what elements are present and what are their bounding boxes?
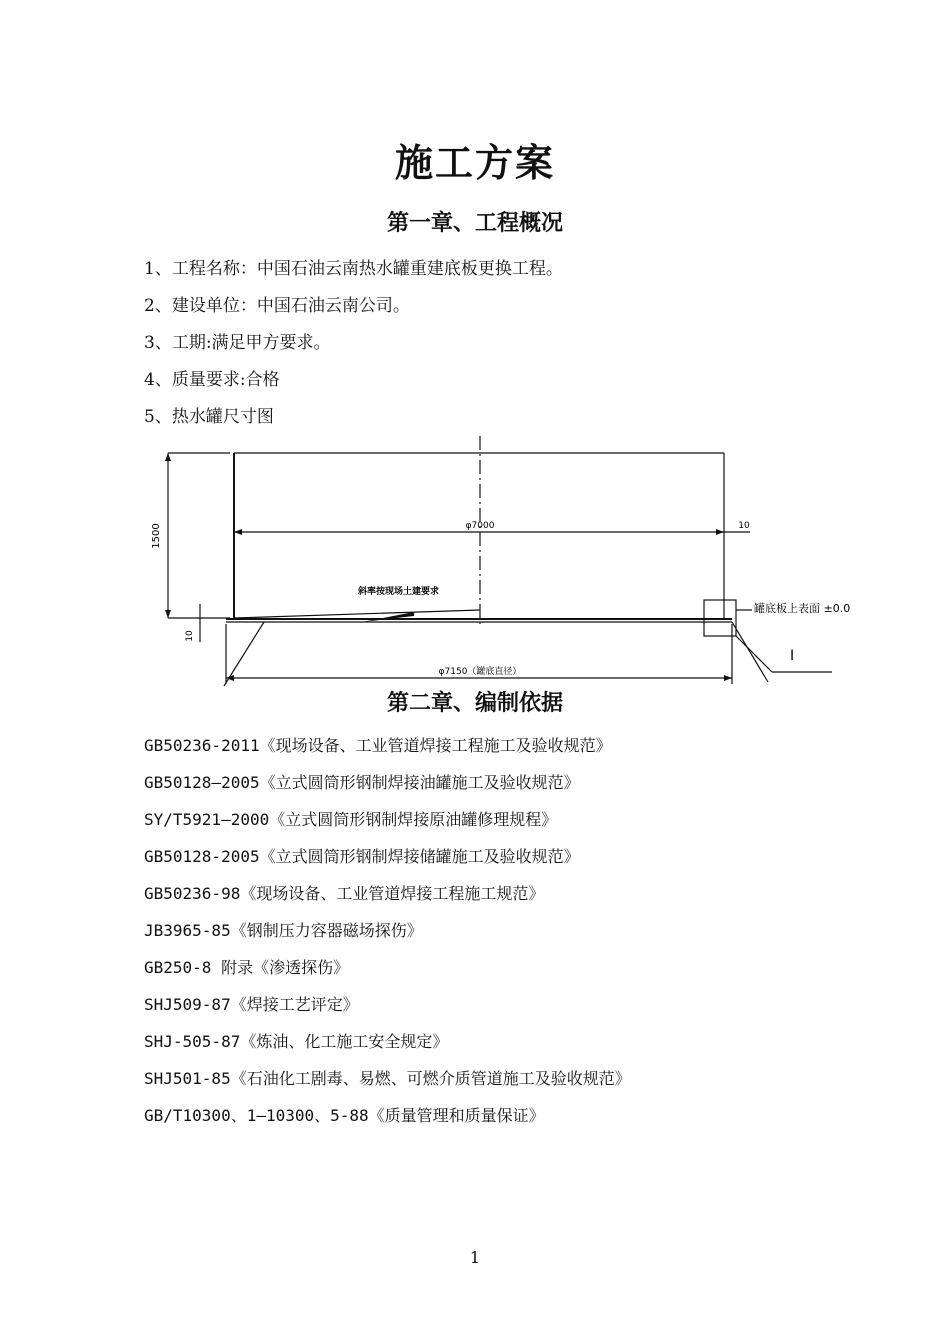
detail-marker: I <box>790 648 795 664</box>
inner-diameter-label: φ7000 <box>465 521 495 531</box>
dim-arrow-right <box>716 529 724 535</box>
foundation-right-slope <box>732 622 768 682</box>
quality-line: 4、质量要求:合格 <box>144 370 280 390</box>
chapter2-heading: 第二章、编制依据 <box>386 690 563 716</box>
chapter1-heading: 第一章、工程概况 <box>386 210 563 236</box>
drawing-caption-line: 5、热水罐尺寸图 <box>144 407 274 427</box>
wall-offset-label: 10 <box>738 521 750 531</box>
schedule-line: 3、工期:满足甲方要求。 <box>144 333 331 353</box>
reference-item: GB/T10300、1—10300、5-88《质量管理和质量保证》 <box>144 1106 545 1125</box>
reference-item: SHJ501-85《石油化工剧毒、易燃、可燃介质管道施工及验收规范》 <box>144 1069 631 1088</box>
reference-item: GB50128—2005《立式圆筒形钢制焊接油罐施工及验收规范》 <box>144 773 580 792</box>
height-arrow-bottom <box>165 610 171 618</box>
bottom-elevation-label: 罐底板上表面 ±0.0 <box>754 602 851 615</box>
height-arrow-top <box>165 453 171 461</box>
client-line: 2、建设单位：中国石油云南公司。 <box>144 296 410 316</box>
reference-item: SY/T5921—2000《立式圆筒形钢制焊接原油罐修理规程》 <box>144 810 558 829</box>
foundation-left-slope <box>224 622 264 686</box>
reference-item: SHJ509-87《焊接工艺评定》 <box>144 995 359 1014</box>
tank-dimension-drawing <box>150 436 870 688</box>
document-title: 施工方案 <box>394 140 555 185</box>
slope-line <box>234 610 480 618</box>
reference-item: GB50128-2005《立式圆筒形钢制焊接储罐施工及验收规范》 <box>144 847 580 866</box>
reference-item: GB50236-2011《现场设备、工业管道焊接工程施工及验收规范》 <box>144 736 612 755</box>
slope-note: 斜率按现场土建要求 <box>358 587 440 597</box>
reference-item: GB250-8 附录《渗透探伤》 <box>144 958 350 977</box>
outer-diameter-label: φ7150（罐底直径） <box>438 667 522 677</box>
reference-item: SHJ-505-87《炼油、化工施工安全规定》 <box>144 1032 449 1051</box>
reference-item: GB50236-98《现场设备、工业管道焊接工程施工规范》 <box>144 884 545 903</box>
height-label: 1500 <box>151 523 162 549</box>
reference-item: JB3965-85《钢制压力容器磁场探伤》 <box>144 921 423 940</box>
page-number: 1 <box>469 1248 481 1267</box>
detail-leader <box>736 636 772 672</box>
dim-arrow-left <box>234 529 242 535</box>
outer-arrow-right <box>724 675 732 681</box>
bottom-thickness-label: 10 <box>185 630 195 642</box>
project-name-line: 1、工程名称：中国石油云南热水罐重建底板更换工程。 <box>144 259 563 279</box>
